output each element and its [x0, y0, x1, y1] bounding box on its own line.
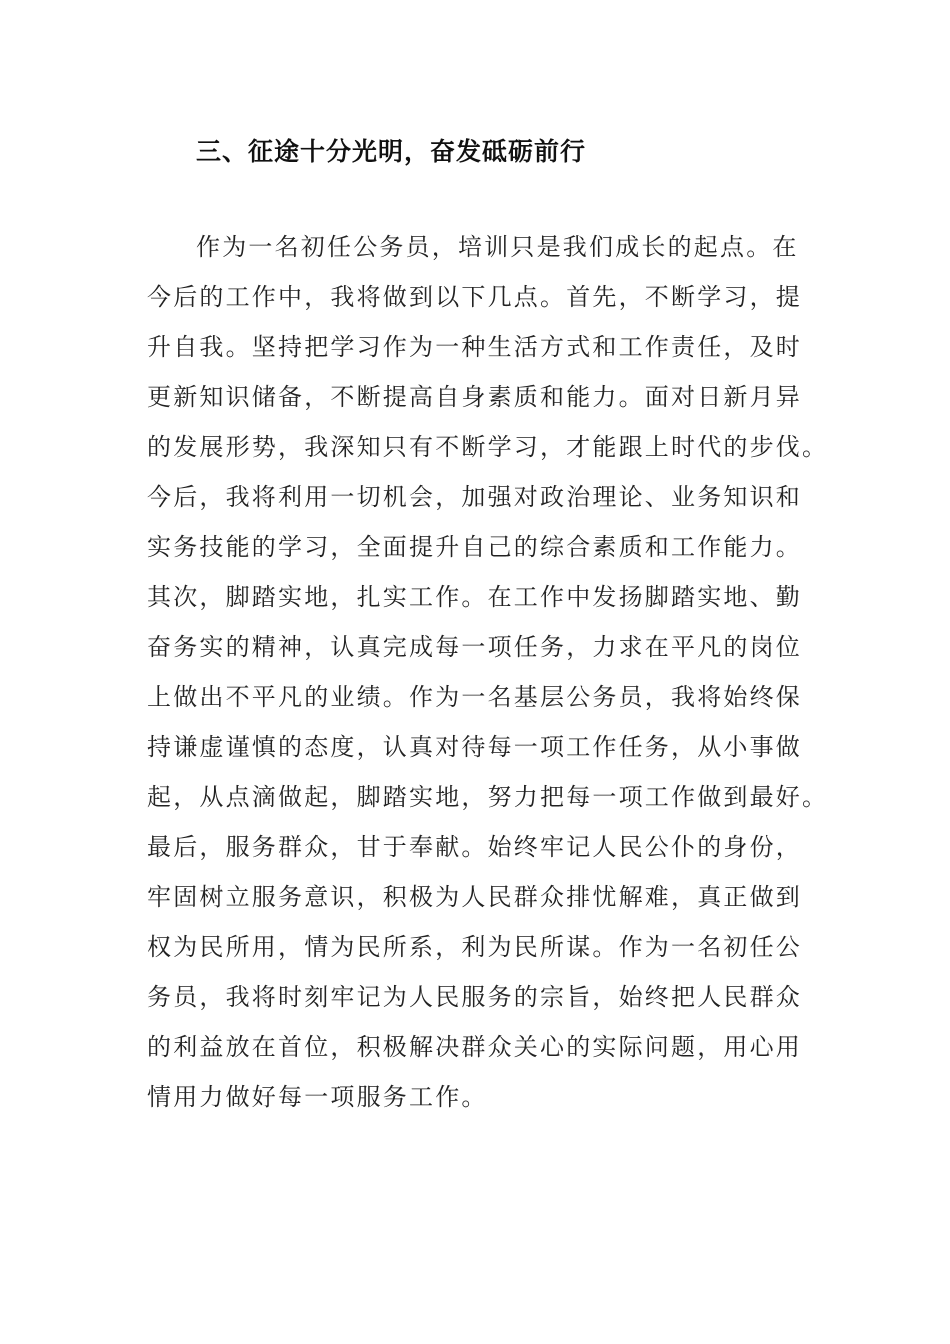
paragraph-line: 升自我。坚持把学习作为一种生活方式和工作责任，及时 [147, 333, 802, 361]
paragraph-line: 持谦虚谨慎的态度，认真对待每一项工作任务，从小事做 [147, 733, 802, 761]
paragraph-line: 今后，我将利用一切机会，加强对政治理论、业务知识和 [147, 483, 802, 511]
paragraph-line: 今后的工作中，我将做到以下几点。首先，不断学习，提 [147, 283, 802, 311]
paragraph-line: 情用力做好每一项服务工作。 [147, 1083, 488, 1111]
paragraph-line: 的利益放在首位，积极解决群众关心的实际问题，用心用 [147, 1033, 802, 1061]
paragraph-line: 最后，服务群众，甘于奉献。始终牢记人民公仆的身份， [147, 833, 802, 861]
paragraph-line: 作为一名初任公务员，培训只是我们成长的起点。在 [196, 233, 799, 261]
paragraph [147, 222, 829, 1122]
paragraph-line: 奋务实的精神，认真完成每一项任务，力求在平凡的岗位 [147, 633, 802, 661]
paragraph-line: 其次，脚踏实地，扎实工作。在工作中发扬脚踏实地、勤 [147, 583, 802, 611]
paragraph-line: 起，从点滴做起，脚踏实地，努力把每一项工作做到最好。 [147, 783, 829, 811]
paragraph-line: 实务技能的学习，全面提升自己的综合素质和工作能力。 [147, 533, 802, 561]
paragraph-line: 上做出不平凡的业绩。作为一名基层公务员，我将始终保 [147, 683, 802, 711]
paragraph-line: 权为民所用，情为民所系，利为民所谋。作为一名初任公 [147, 933, 802, 961]
paragraph-line: 更新知识储备，不断提高自身素质和能力。面对日新月异 [147, 383, 802, 411]
paragraph-line: 的发展形势，我深知只有不断学习，才能跟上时代的步伐。 [147, 433, 829, 461]
paragraph-line: 务员，我将时刻牢记为人民服务的宗旨，始终把人民群众 [147, 983, 802, 1011]
section-heading: 三、征途十分光明，奋发砥砺前行 [196, 137, 587, 166]
paragraph-line: 牢固树立服务意识，积极为人民群众排忧解难，真正做到 [147, 883, 802, 911]
